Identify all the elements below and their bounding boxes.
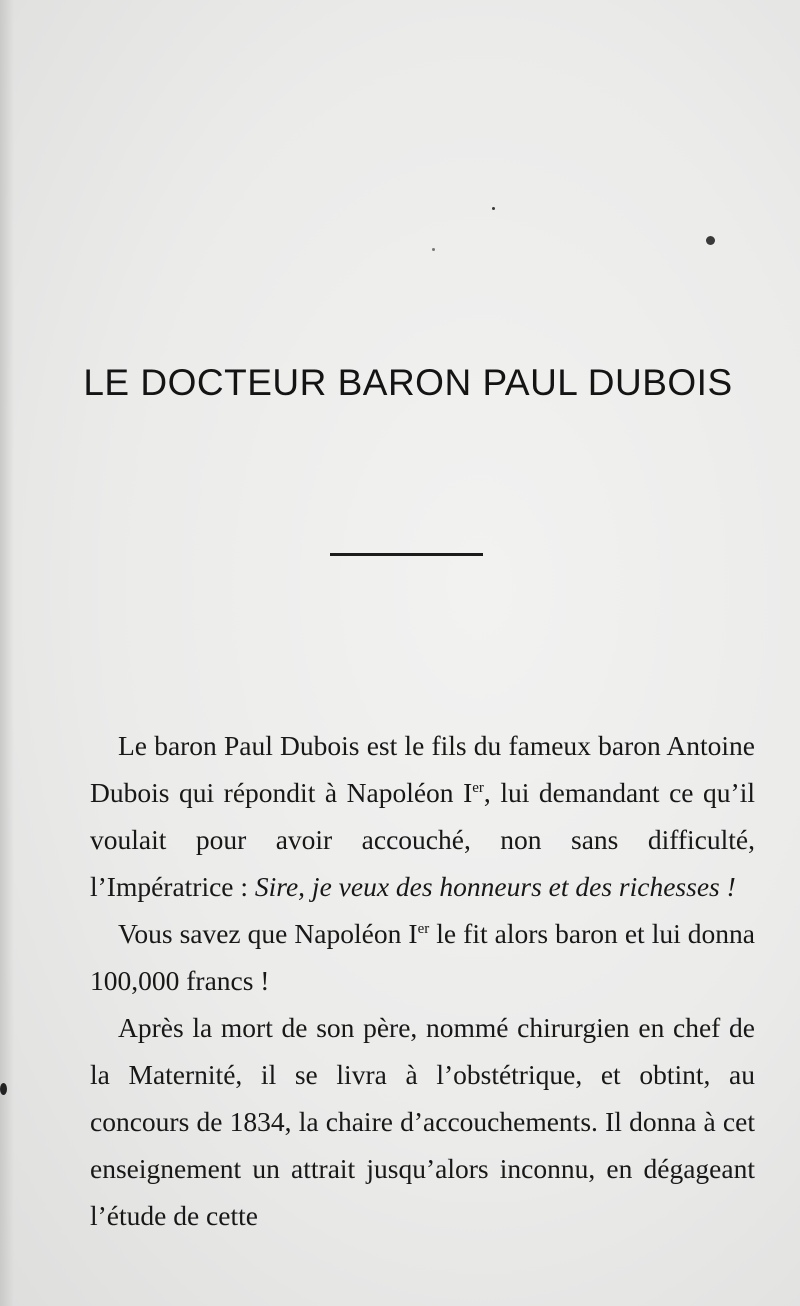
ink-speck [492,207,495,210]
ink-speck [706,236,715,245]
paragraph: Vous savez que Napoléon Ier le fit alors baron et lui donna 100,000 francs ! [90,918,755,996]
paragraph: Après la mort de son père, nommé chirurgien en chef de la Maternité, il se livra à l’obstétrique, et obtint, au concours de 1834, la chaire d’accouchements. Il donna à cet enseignement un attrait jusqu’alors inconnu, en dégageant l’étude de cette [90,1012,755,1231]
ink-speck [432,248,435,251]
title-rule [330,553,483,556]
ink-speck [0,1083,7,1095]
page-gutter-shadow [0,0,14,1306]
chapter-title: LE DOCTEUR BARON PAUL DUBOIS [83,362,733,403]
emphasis-quote: Sire, je veux des honneurs et des richesses ! [254,871,736,902]
body-text [90,722,755,1239]
paragraph: Le baron Paul Dubois est le fils du fameux baron Antoine Dubois qui répondit à Napoléon Ier, lui demandant ce qu’il voulait pour avoir accouché, non sans difficulté, l’Impératrice : Sire, je veux des honneurs et des richesses ! [90,730,755,902]
